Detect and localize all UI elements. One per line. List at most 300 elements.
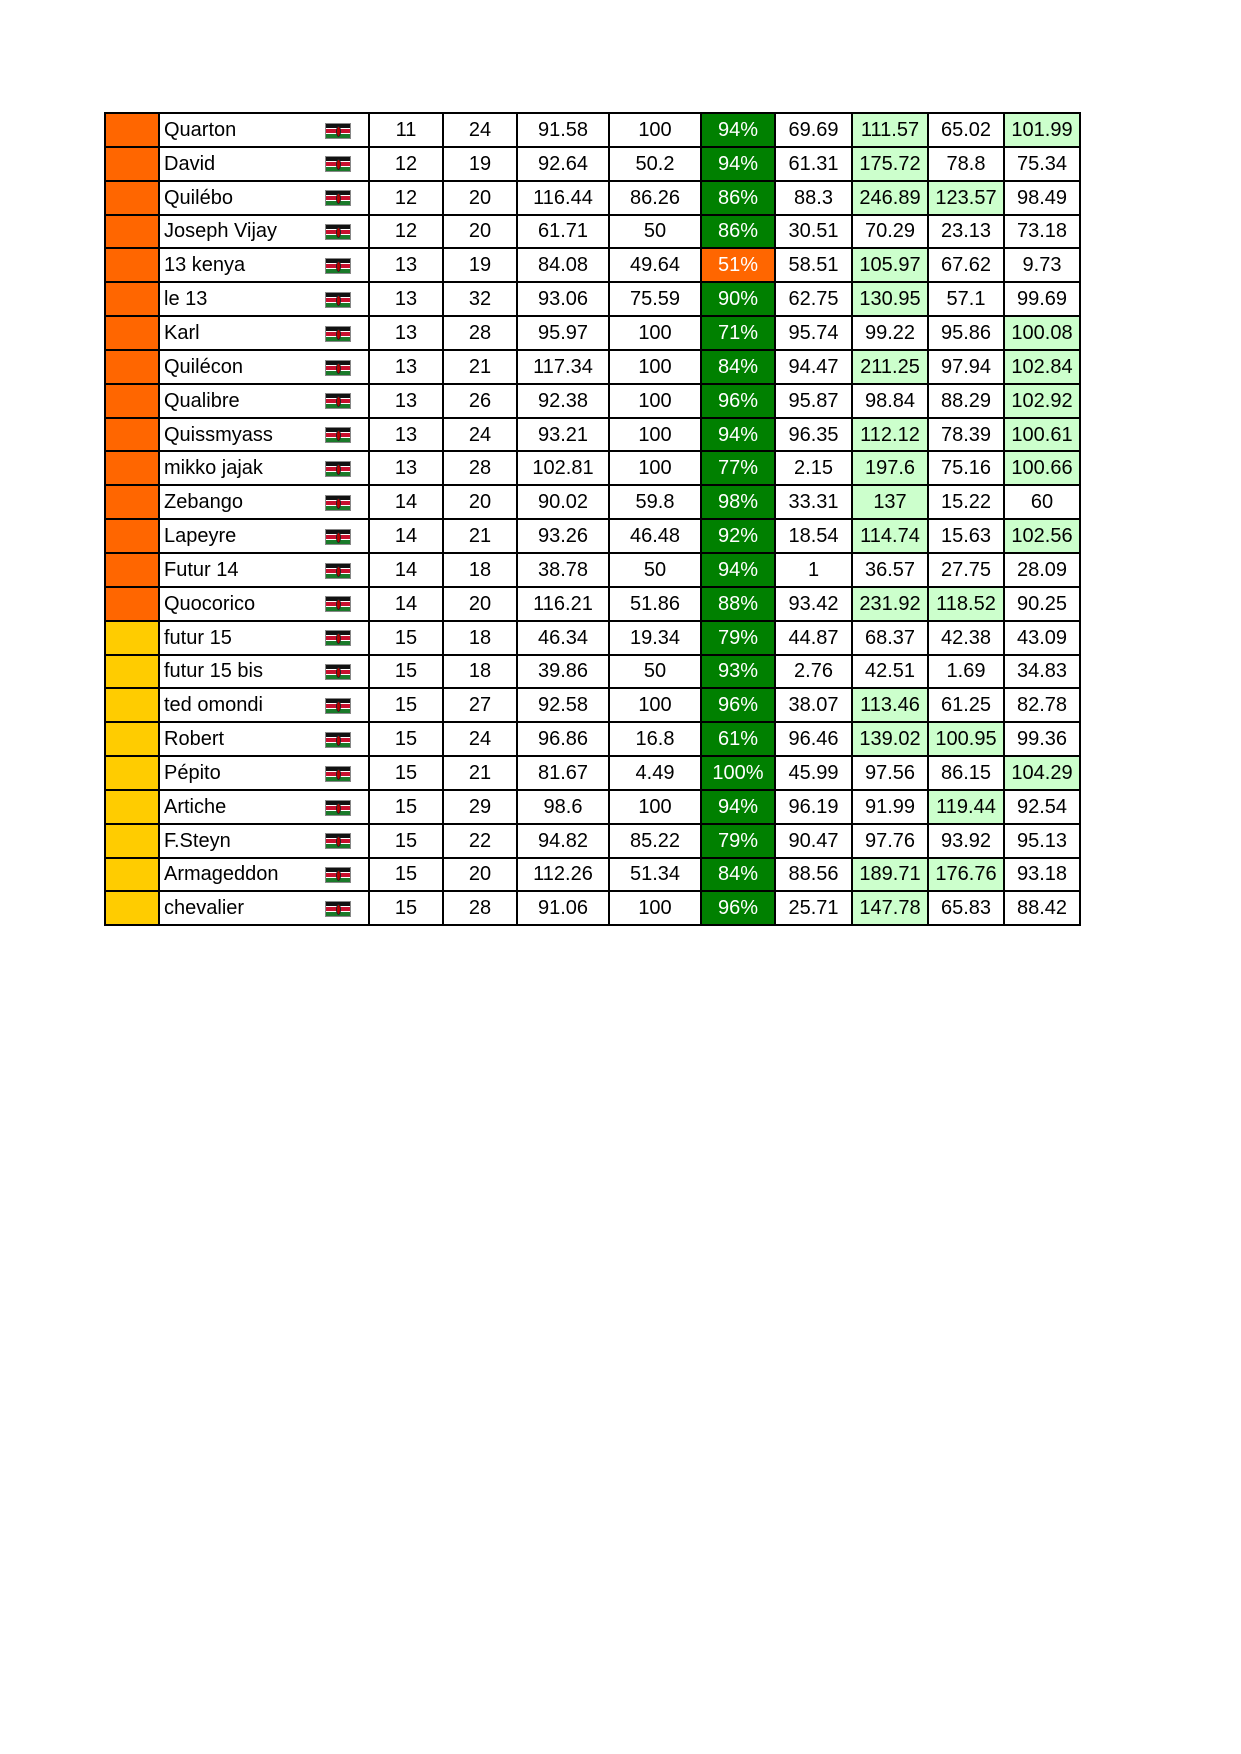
spacer-cell: [355, 113, 369, 147]
percent-cell: 88%: [701, 587, 775, 621]
value-cell-7: 105.97: [852, 248, 928, 282]
flag-cell: [323, 282, 355, 316]
value-cell-4: 49.64: [609, 248, 701, 282]
value-cell-4: 50: [609, 553, 701, 587]
value-cell-2: 22: [443, 824, 517, 858]
value-cell-4: 19.34: [609, 621, 701, 655]
kenya-flag-icon: [325, 123, 351, 139]
percent-cell: 96%: [701, 688, 775, 722]
percent-cell: 71%: [701, 316, 775, 350]
value-cell-8: 88.29: [928, 384, 1004, 418]
table-row: [105, 722, 1080, 756]
value-cell-9: 101.99: [1004, 113, 1080, 147]
flag-cell: [323, 215, 355, 249]
value-cell-9: 28.09: [1004, 553, 1080, 587]
value-cell-2: 24: [443, 722, 517, 756]
spacer-cell: [355, 655, 369, 689]
value-cell-7: 91.99: [852, 790, 928, 824]
value-cell-9: 88.42: [1004, 891, 1080, 925]
table-row: [105, 519, 1080, 553]
spacer-cell: [355, 248, 369, 282]
player-name-cell: chevalier: [159, 891, 323, 925]
percent-cell: 93%: [701, 655, 775, 689]
value-cell-7: 111.57: [852, 113, 928, 147]
value-cell-4: 100: [609, 350, 701, 384]
value-cell-1: 15: [369, 655, 443, 689]
spacer-cell: [355, 587, 369, 621]
spacer-cell: [355, 621, 369, 655]
value-cell-9: 100.66: [1004, 451, 1080, 485]
table-row: [105, 824, 1080, 858]
flag-cell: [323, 722, 355, 756]
rank-band-cell: [105, 688, 159, 722]
value-cell-1: 15: [369, 621, 443, 655]
value-cell-9: 75.34: [1004, 147, 1080, 181]
player-name-cell: Quocorico: [159, 587, 323, 621]
percent-cell: 79%: [701, 621, 775, 655]
value-cell-7: 36.57: [852, 553, 928, 587]
rank-band-cell: [105, 113, 159, 147]
value-cell-1: 15: [369, 858, 443, 892]
value-cell-6: 94.47: [775, 350, 852, 384]
value-cell-2: 18: [443, 655, 517, 689]
value-cell-1: 15: [369, 756, 443, 790]
value-cell-7: 197.6: [852, 451, 928, 485]
value-cell-4: 51.86: [609, 587, 701, 621]
kenya-flag-icon: [325, 190, 351, 206]
spacer-cell: [355, 790, 369, 824]
rank-band-cell: [105, 350, 159, 384]
value-cell-2: 21: [443, 519, 517, 553]
value-cell-7: 97.76: [852, 824, 928, 858]
value-cell-8: 97.94: [928, 350, 1004, 384]
value-cell-6: 62.75: [775, 282, 852, 316]
player-name-cell: Quarton: [159, 113, 323, 147]
spacer-cell: [355, 553, 369, 587]
value-cell-7: 137: [852, 485, 928, 519]
value-cell-1: 13: [369, 350, 443, 384]
kenya-flag-icon: [325, 326, 351, 342]
kenya-flag-icon: [325, 393, 351, 409]
value-cell-1: 14: [369, 553, 443, 587]
player-name-cell: Armageddon: [159, 858, 323, 892]
value-cell-9: 43.09: [1004, 621, 1080, 655]
table-row: [105, 621, 1080, 655]
value-cell-4: 51.34: [609, 858, 701, 892]
value-cell-2: 28: [443, 891, 517, 925]
value-cell-7: 97.56: [852, 756, 928, 790]
value-cell-9: 99.36: [1004, 722, 1080, 756]
value-cell-7: 99.22: [852, 316, 928, 350]
value-cell-4: 75.59: [609, 282, 701, 316]
value-cell-9: 102.56: [1004, 519, 1080, 553]
value-cell-4: 46.48: [609, 519, 701, 553]
value-cell-8: 65.02: [928, 113, 1004, 147]
value-cell-7: 246.89: [852, 181, 928, 215]
player-name-cell: futur 15 bis: [159, 655, 323, 689]
value-cell-3: 116.44: [517, 181, 609, 215]
value-cell-9: 73.18: [1004, 215, 1080, 249]
value-cell-4: 100: [609, 688, 701, 722]
value-cell-3: 117.34: [517, 350, 609, 384]
rank-band-cell: [105, 147, 159, 181]
table-row: [105, 350, 1080, 384]
rank-band-cell: [105, 722, 159, 756]
value-cell-6: 88.3: [775, 181, 852, 215]
value-cell-6: 45.99: [775, 756, 852, 790]
value-cell-7: 112.12: [852, 418, 928, 452]
value-cell-7: 42.51: [852, 655, 928, 689]
kenya-flag-icon: [325, 596, 351, 612]
value-cell-2: 29: [443, 790, 517, 824]
value-cell-1: 14: [369, 587, 443, 621]
value-cell-2: 19: [443, 147, 517, 181]
rank-band-cell: [105, 587, 159, 621]
rank-band-cell: [105, 384, 159, 418]
value-cell-3: 93.06: [517, 282, 609, 316]
value-cell-4: 50.2: [609, 147, 701, 181]
value-cell-1: 12: [369, 181, 443, 215]
kenya-flag-icon: [325, 732, 351, 748]
percent-cell: 84%: [701, 350, 775, 384]
value-cell-4: 100: [609, 790, 701, 824]
value-cell-7: 147.78: [852, 891, 928, 925]
value-cell-6: 96.19: [775, 790, 852, 824]
value-cell-9: 92.54: [1004, 790, 1080, 824]
kenya-flag-icon: [325, 258, 351, 274]
flag-cell: [323, 824, 355, 858]
spacer-cell: [355, 350, 369, 384]
percent-cell: 77%: [701, 451, 775, 485]
value-cell-3: 93.26: [517, 519, 609, 553]
value-cell-2: 18: [443, 621, 517, 655]
value-cell-1: 13: [369, 248, 443, 282]
flag-cell: [323, 451, 355, 485]
spacer-cell: [355, 215, 369, 249]
value-cell-1: 13: [369, 316, 443, 350]
percent-cell: 96%: [701, 891, 775, 925]
percent-cell: 86%: [701, 215, 775, 249]
value-cell-3: 93.21: [517, 418, 609, 452]
value-cell-9: 104.29: [1004, 756, 1080, 790]
value-cell-3: 38.78: [517, 553, 609, 587]
player-name-cell: le 13: [159, 282, 323, 316]
flag-cell: [323, 790, 355, 824]
value-cell-6: 30.51: [775, 215, 852, 249]
percent-cell: 90%: [701, 282, 775, 316]
value-cell-8: 1.69: [928, 655, 1004, 689]
value-cell-9: 99.69: [1004, 282, 1080, 316]
value-cell-3: 92.58: [517, 688, 609, 722]
kenya-flag-icon: [325, 698, 351, 714]
value-cell-9: 60: [1004, 485, 1080, 519]
table-row: [105, 248, 1080, 282]
table-row: [105, 451, 1080, 485]
value-cell-4: 86.26: [609, 181, 701, 215]
value-cell-9: 98.49: [1004, 181, 1080, 215]
value-cell-8: 61.25: [928, 688, 1004, 722]
value-cell-4: 16.8: [609, 722, 701, 756]
value-cell-6: 18.54: [775, 519, 852, 553]
percent-cell: 79%: [701, 824, 775, 858]
value-cell-8: 119.44: [928, 790, 1004, 824]
player-name-cell: Joseph Vijay: [159, 215, 323, 249]
value-cell-9: 100.61: [1004, 418, 1080, 452]
value-cell-2: 18: [443, 553, 517, 587]
value-cell-2: 21: [443, 350, 517, 384]
table-row: [105, 688, 1080, 722]
value-cell-3: 61.71: [517, 215, 609, 249]
rank-band-cell: [105, 451, 159, 485]
table-row: [105, 384, 1080, 418]
rank-band-cell: [105, 790, 159, 824]
table-row: [105, 181, 1080, 215]
value-cell-1: 14: [369, 519, 443, 553]
value-cell-2: 20: [443, 485, 517, 519]
value-cell-6: 69.69: [775, 113, 852, 147]
rank-band-cell: [105, 858, 159, 892]
flag-cell: [323, 688, 355, 722]
value-cell-6: 96.35: [775, 418, 852, 452]
player-name-cell: F.Steyn: [159, 824, 323, 858]
value-cell-7: 139.02: [852, 722, 928, 756]
value-cell-4: 100: [609, 316, 701, 350]
percent-cell: 61%: [701, 722, 775, 756]
rank-band-cell: [105, 655, 159, 689]
flag-cell: [323, 587, 355, 621]
table-row: [105, 790, 1080, 824]
table-row: [105, 113, 1080, 147]
rank-band-cell: [105, 756, 159, 790]
value-cell-9: 90.25: [1004, 587, 1080, 621]
value-cell-8: 57.1: [928, 282, 1004, 316]
value-cell-3: 39.86: [517, 655, 609, 689]
value-cell-8: 176.76: [928, 858, 1004, 892]
value-cell-8: 23.13: [928, 215, 1004, 249]
data-table: [104, 112, 1081, 926]
kenya-flag-icon: [325, 630, 351, 646]
value-cell-6: 33.31: [775, 485, 852, 519]
value-cell-9: 9.73: [1004, 248, 1080, 282]
value-cell-3: 95.97: [517, 316, 609, 350]
value-cell-6: 2.15: [775, 451, 852, 485]
value-cell-1: 15: [369, 688, 443, 722]
flag-cell: [323, 248, 355, 282]
value-cell-2: 20: [443, 858, 517, 892]
rank-band-cell: [105, 824, 159, 858]
value-cell-9: 102.92: [1004, 384, 1080, 418]
value-cell-1: 15: [369, 824, 443, 858]
player-name-cell: Quilécon: [159, 350, 323, 384]
spacer-cell: [355, 756, 369, 790]
value-cell-7: 231.92: [852, 587, 928, 621]
value-cell-8: 86.15: [928, 756, 1004, 790]
rank-band-cell: [105, 248, 159, 282]
value-cell-9: 34.83: [1004, 655, 1080, 689]
value-cell-9: 95.13: [1004, 824, 1080, 858]
value-cell-6: 95.74: [775, 316, 852, 350]
value-cell-6: 93.42: [775, 587, 852, 621]
rank-band-cell: [105, 553, 159, 587]
value-cell-7: 189.71: [852, 858, 928, 892]
value-cell-6: 58.51: [775, 248, 852, 282]
percent-cell: 51%: [701, 248, 775, 282]
value-cell-6: 95.87: [775, 384, 852, 418]
value-cell-4: 85.22: [609, 824, 701, 858]
spacer-cell: [355, 858, 369, 892]
spacer-cell: [355, 891, 369, 925]
value-cell-8: 78.39: [928, 418, 1004, 452]
spacer-cell: [355, 282, 369, 316]
rank-band-cell: [105, 891, 159, 925]
spacer-cell: [355, 485, 369, 519]
player-name-cell: Quilébo: [159, 181, 323, 215]
value-cell-7: 113.46: [852, 688, 928, 722]
value-cell-7: 130.95: [852, 282, 928, 316]
value-cell-8: 123.57: [928, 181, 1004, 215]
player-name-cell: ted omondi: [159, 688, 323, 722]
flag-cell: [323, 181, 355, 215]
value-cell-6: 90.47: [775, 824, 852, 858]
value-cell-6: 88.56: [775, 858, 852, 892]
value-cell-3: 98.6: [517, 790, 609, 824]
rank-band-cell: [105, 181, 159, 215]
table-row: [105, 282, 1080, 316]
value-cell-1: 13: [369, 451, 443, 485]
player-name-cell: Futur 14: [159, 553, 323, 587]
rank-band-cell: [105, 282, 159, 316]
value-cell-4: 4.49: [609, 756, 701, 790]
value-cell-4: 100: [609, 891, 701, 925]
kenya-flag-icon: [325, 800, 351, 816]
percent-cell: 94%: [701, 147, 775, 181]
value-cell-7: 70.29: [852, 215, 928, 249]
table-body: [105, 113, 1080, 925]
table-row: [105, 147, 1080, 181]
value-cell-6: 38.07: [775, 688, 852, 722]
table-row: [105, 655, 1080, 689]
player-name-cell: Lapeyre: [159, 519, 323, 553]
value-cell-1: 12: [369, 147, 443, 181]
rank-band-cell: [105, 485, 159, 519]
value-cell-1: 15: [369, 722, 443, 756]
value-cell-9: 100.08: [1004, 316, 1080, 350]
value-cell-3: 91.06: [517, 891, 609, 925]
table-row: [105, 891, 1080, 925]
percent-cell: 86%: [701, 181, 775, 215]
player-name-cell: Artiche: [159, 790, 323, 824]
spacer-cell: [355, 181, 369, 215]
kenya-flag-icon: [325, 563, 351, 579]
value-cell-3: 96.86: [517, 722, 609, 756]
kenya-flag-icon: [325, 427, 351, 443]
value-cell-4: 59.8: [609, 485, 701, 519]
value-cell-1: 15: [369, 790, 443, 824]
percent-cell: 84%: [701, 858, 775, 892]
flag-cell: [323, 418, 355, 452]
kenya-flag-icon: [325, 833, 351, 849]
table-row: [105, 215, 1080, 249]
rank-band-cell: [105, 418, 159, 452]
value-cell-8: 15.63: [928, 519, 1004, 553]
value-cell-3: 102.81: [517, 451, 609, 485]
spacer-cell: [355, 418, 369, 452]
value-cell-9: 102.84: [1004, 350, 1080, 384]
value-cell-3: 94.82: [517, 824, 609, 858]
value-cell-3: 112.26: [517, 858, 609, 892]
value-cell-2: 24: [443, 418, 517, 452]
flag-cell: [323, 147, 355, 181]
value-cell-6: 1: [775, 553, 852, 587]
value-cell-9: 93.18: [1004, 858, 1080, 892]
player-name-cell: Quissmyass: [159, 418, 323, 452]
value-cell-8: 27.75: [928, 553, 1004, 587]
value-cell-1: 13: [369, 282, 443, 316]
value-cell-8: 42.38: [928, 621, 1004, 655]
value-cell-8: 65.83: [928, 891, 1004, 925]
player-name-cell: Pépito: [159, 756, 323, 790]
value-cell-7: 175.72: [852, 147, 928, 181]
kenya-flag-icon: [325, 901, 351, 917]
player-name-cell: mikko jajak: [159, 451, 323, 485]
spacer-cell: [355, 316, 369, 350]
value-cell-1: 13: [369, 384, 443, 418]
player-name-cell: Qualibre: [159, 384, 323, 418]
flag-cell: [323, 621, 355, 655]
value-cell-4: 100: [609, 384, 701, 418]
value-cell-3: 92.38: [517, 384, 609, 418]
table-row: [105, 316, 1080, 350]
kenya-flag-icon: [325, 867, 351, 883]
value-cell-3: 116.21: [517, 587, 609, 621]
value-cell-1: 11: [369, 113, 443, 147]
value-cell-3: 81.67: [517, 756, 609, 790]
value-cell-2: 21: [443, 756, 517, 790]
value-cell-3: 84.08: [517, 248, 609, 282]
value-cell-6: 44.87: [775, 621, 852, 655]
value-cell-7: 68.37: [852, 621, 928, 655]
value-cell-6: 96.46: [775, 722, 852, 756]
percent-cell: 96%: [701, 384, 775, 418]
value-cell-2: 27: [443, 688, 517, 722]
rank-band-cell: [105, 621, 159, 655]
spacer-cell: [355, 824, 369, 858]
percent-cell: 94%: [701, 553, 775, 587]
value-cell-8: 95.86: [928, 316, 1004, 350]
rank-band-cell: [105, 316, 159, 350]
value-cell-7: 98.84: [852, 384, 928, 418]
value-cell-6: 25.71: [775, 891, 852, 925]
value-cell-8: 67.62: [928, 248, 1004, 282]
value-cell-1: 15: [369, 891, 443, 925]
value-cell-4: 100: [609, 113, 701, 147]
flag-cell: [323, 485, 355, 519]
value-cell-2: 28: [443, 451, 517, 485]
spacer-cell: [355, 722, 369, 756]
value-cell-3: 92.64: [517, 147, 609, 181]
percent-cell: 94%: [701, 790, 775, 824]
value-cell-2: 28: [443, 316, 517, 350]
spacer-cell: [355, 688, 369, 722]
value-cell-6: 2.76: [775, 655, 852, 689]
value-cell-2: 26: [443, 384, 517, 418]
flag-cell: [323, 553, 355, 587]
value-cell-4: 100: [609, 418, 701, 452]
value-cell-8: 15.22: [928, 485, 1004, 519]
value-cell-7: 211.25: [852, 350, 928, 384]
flag-cell: [323, 891, 355, 925]
rank-band-cell: [105, 215, 159, 249]
